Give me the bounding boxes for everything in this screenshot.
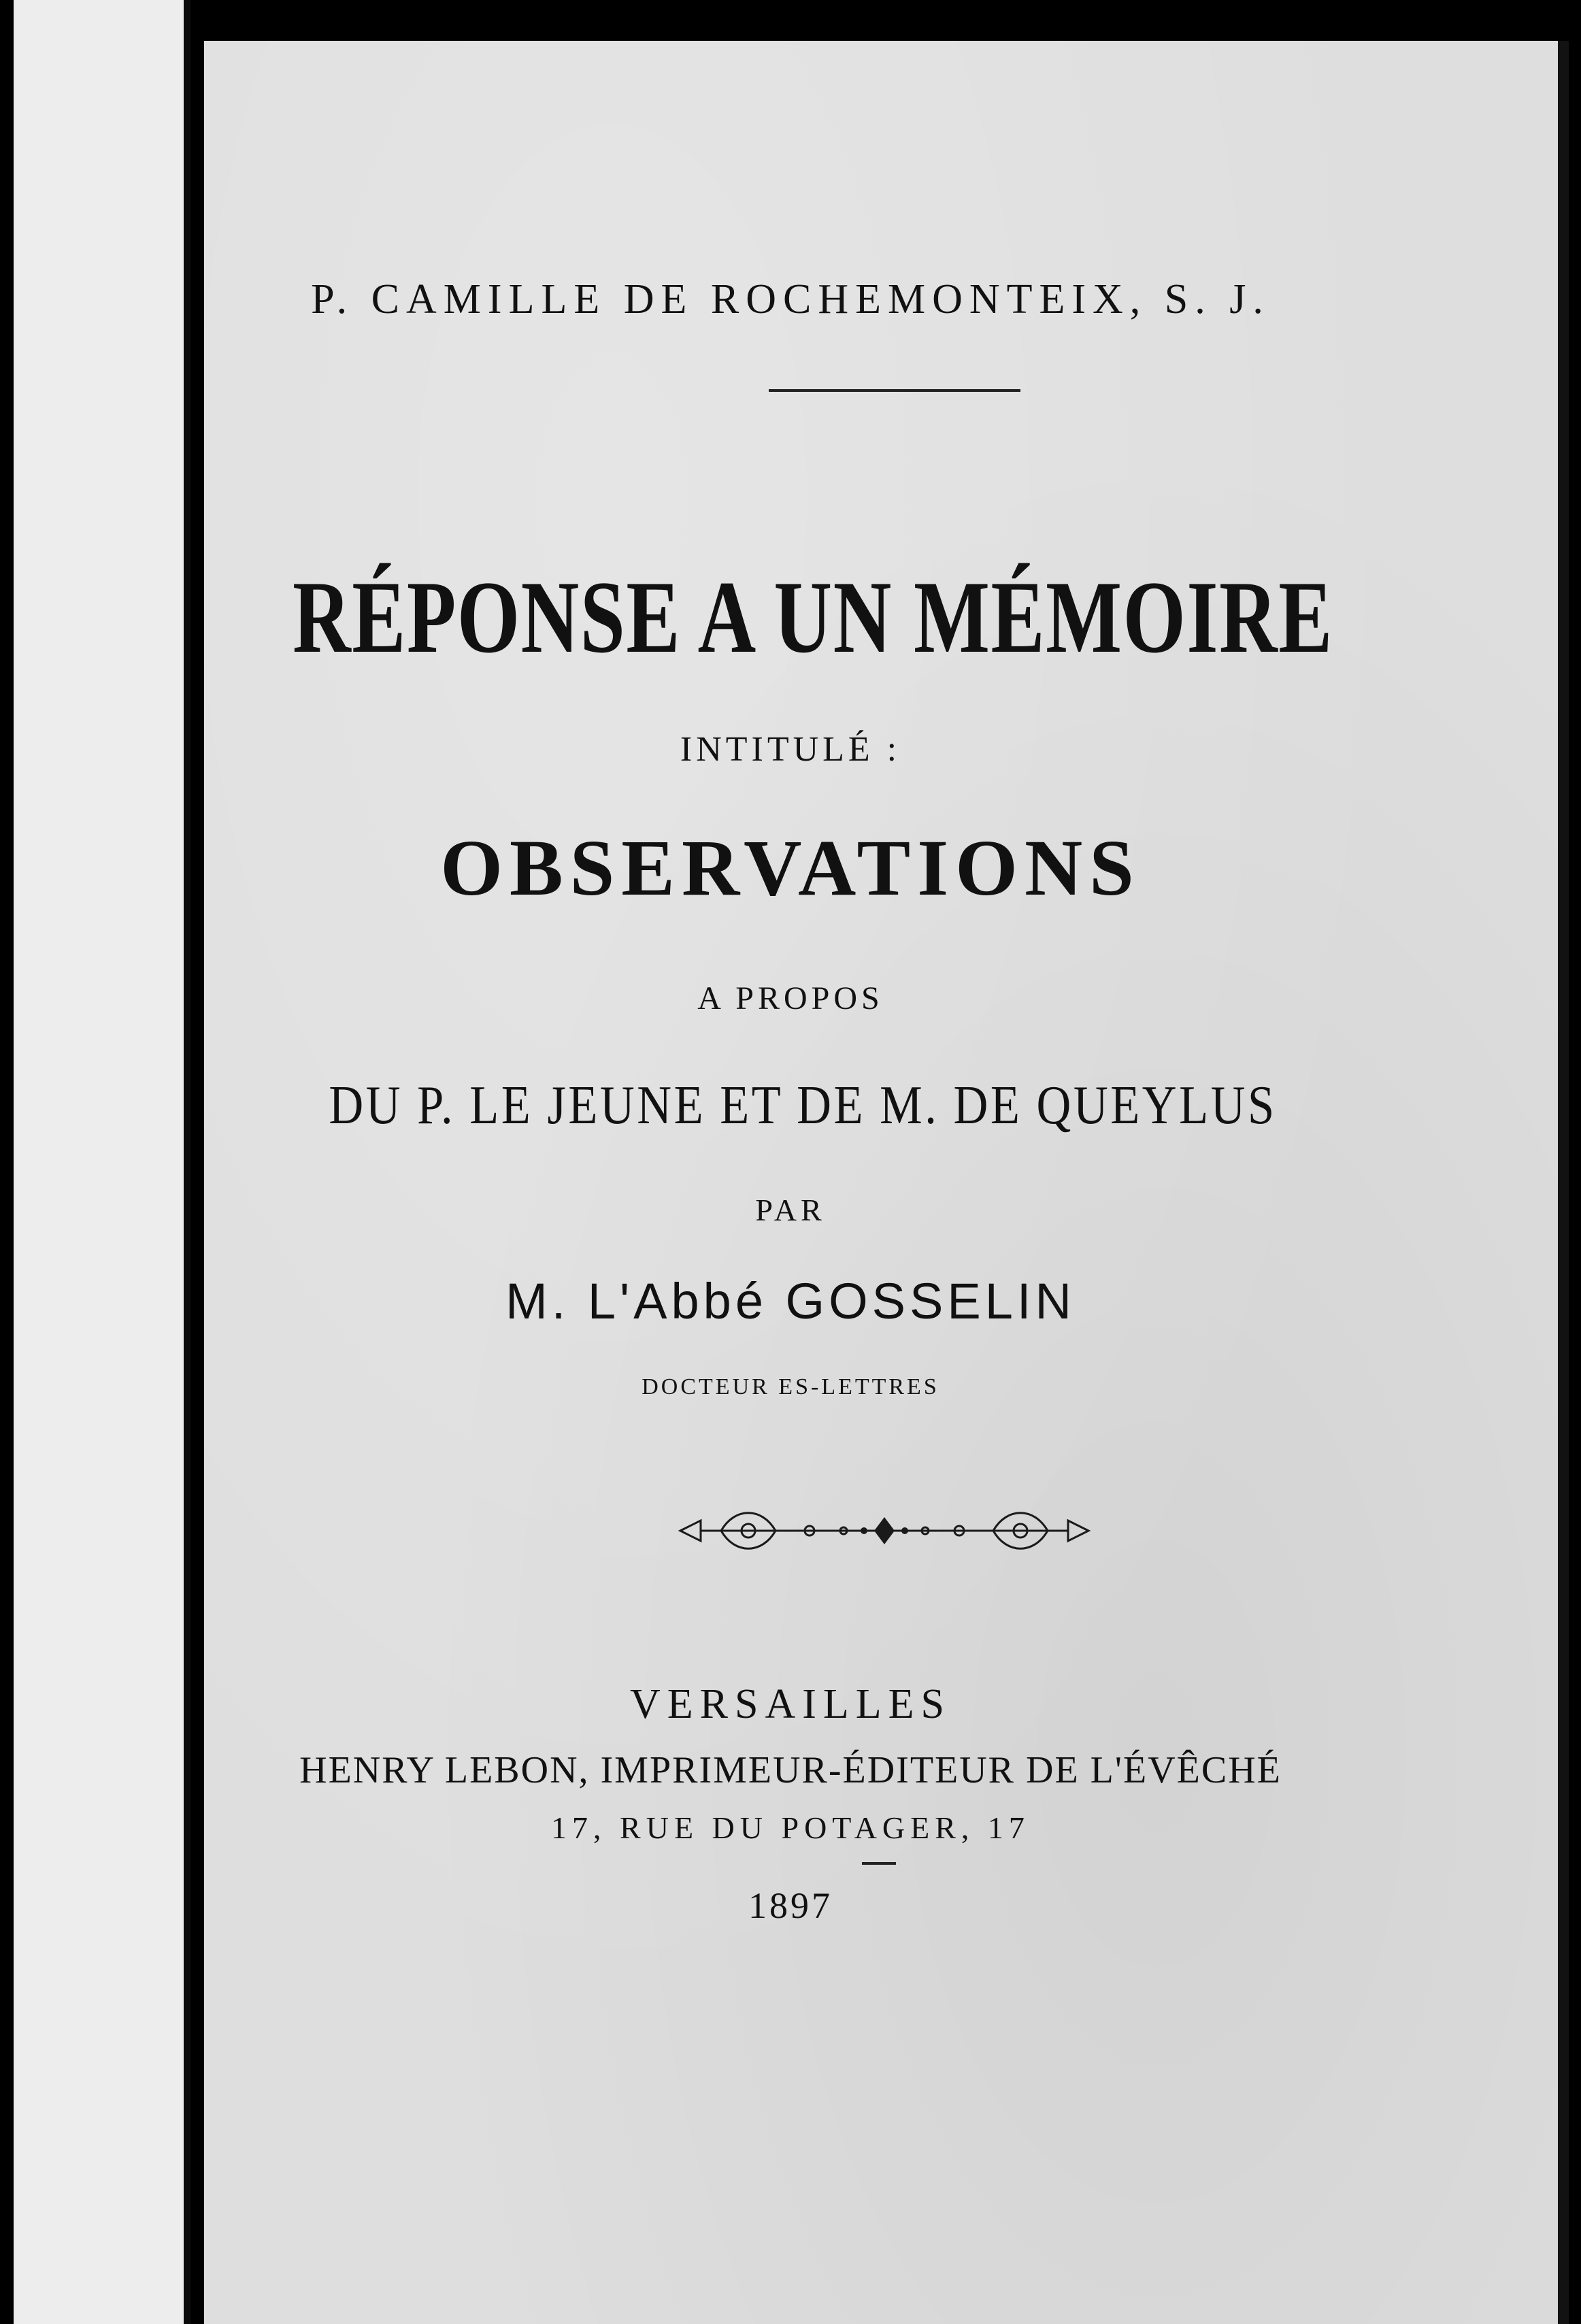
year-rule bbox=[862, 1862, 896, 1865]
entitled-label: INTITULÉ : bbox=[680, 730, 901, 769]
main-title: RÉPONSE A UN MÉMOIRE bbox=[293, 560, 1333, 674]
page-edge bbox=[1558, 41, 1569, 2324]
work-title: OBSERVATIONS bbox=[440, 823, 1141, 912]
binding-board bbox=[14, 0, 184, 2324]
author-line: P. CAMILLE DE ROCHEMONTEIX, S. J. bbox=[311, 276, 1270, 322]
subject-line: DU P. LE JEUNE ET DE M. DE QUEYLUS bbox=[329, 1076, 1277, 1135]
a-propos-label: A PROPOS bbox=[697, 980, 884, 1016]
separator-rule bbox=[769, 389, 1020, 392]
imprint-city: VERSAILLES bbox=[630, 1681, 951, 1727]
spine-edge bbox=[184, 0, 190, 2324]
title-page bbox=[204, 41, 1565, 2324]
reviewer-name: M. L'Abbé GOSSELIN bbox=[505, 1273, 1076, 1329]
par-label: PAR bbox=[755, 1193, 826, 1227]
imprint-address: 17, RUE DU POTAGER, 17 bbox=[551, 1810, 1030, 1845]
ornament-icon bbox=[673, 1500, 1095, 1561]
reviewer-title: DOCTEUR ES-LETTRES bbox=[642, 1374, 939, 1399]
imprint-publisher: HENRY LEBON, IMPRIMEUR-ÉDITEUR DE L'ÉVÊCHÉ bbox=[299, 1749, 1282, 1791]
imprint-year: 1897 bbox=[748, 1885, 833, 1926]
